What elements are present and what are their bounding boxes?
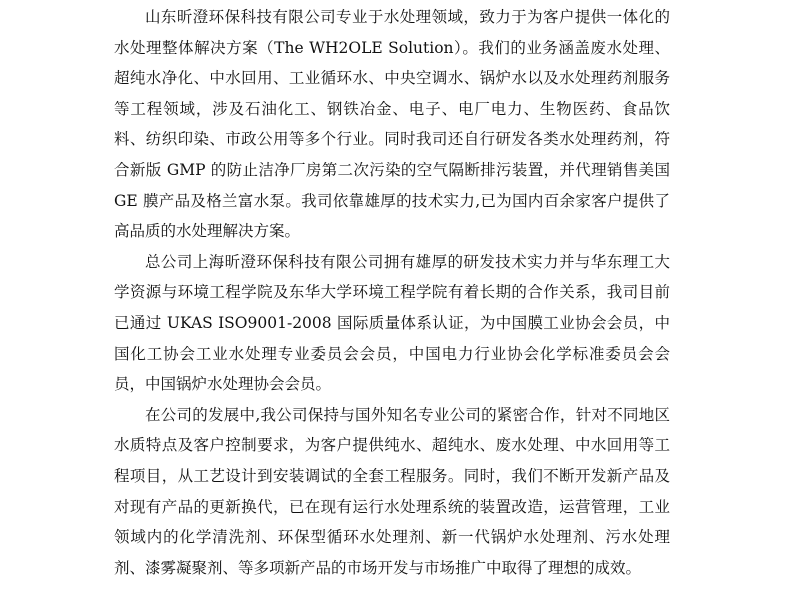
paragraph-company-intro: 山东昕澄环保科技有限公司专业于水处理领域，致力于为客户提供一体化的水处理整体解决方案（The WH2OLE Solution）。我们的业务涵盖废水处理、超纯水净化、中水回用、工业循环水、中央空调水、锅炉水以及水处理药剂服务等工程领域，涉及石油化工、钢铁冶金、电子、电厂电力、生物医药、食品饮料、纺织印染、市政公用等多个行业。同时我司还自行研发各类水处理药剂，符合新版 GMP 的防止洁净厂房第二次污染的空气隔断排污装置，并代理销售美国 GE 膜产品及格兰富水泵。我司依靠雄厚的技术实力,已为国内百余家客户提供了高品质的水处理解决方案。	[114, 8, 670, 241]
paragraph-development: 在公司的发展中,我公司保持与国外知名专业公司的紧密合作，针对不同地区水质特点及客户控制要求，为客户提供纯水、超纯水、废水处理、中水回用等工程项目，从工艺设计到安装调试的全套工程服务。同时，我们不断开发新产品及对现有产品的更新换代，已在现有运行水处理系统的装置改造，运营管理，工业领域内的化学清洗剂、环保型循环水处理剂、新一代锅炉水处理剂、污水处理剂、漆雾凝聚剂、等多项新产品的市场开发与市场推广中取得了理想的成效。	[114, 405, 670, 577]
paragraph-headquarters: 总公司上海昕澄环保科技有限公司拥有雄厚的研发技术实力并与华东理工大学资源与环境工程学院及东华大学环境工程学院有着长期的合作关系，我司目前已通过 UKAS ISO9001-2008 国际质量体系认证，为中国膜工业协会会员，中国化工协会工业水处理专业委员会会员，中国电力行业协会化学标准委员会会员，中国锅炉水处理协会会员。	[114, 252, 670, 394]
document-body	[114, 2, 670, 583]
